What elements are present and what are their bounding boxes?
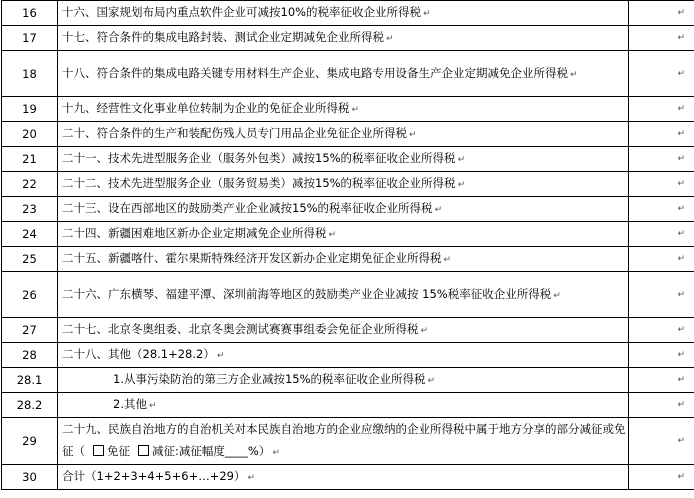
row-number: 28.1: [2, 368, 58, 393]
row-description: 二十一、技术先进型服务企业（服务外包类）减按15%的税率征收企业所得税 ↵: [58, 147, 629, 172]
row-number: 26: [2, 272, 58, 318]
row-value-cell[interactable]: ↵: [629, 465, 694, 490]
row-value-cell[interactable]: ↵: [629, 222, 694, 247]
row-number: 17: [2, 26, 58, 51]
exempt-checkbox[interactable]: [93, 445, 104, 456]
tax-incentive-table: [1, 0, 694, 490]
row-number: 19: [2, 97, 58, 122]
table-row: [2, 343, 694, 368]
reduce-option-label: 减征:减征幅度____%: [152, 444, 259, 458]
row-description: 2.其他 ↵: [58, 393, 629, 418]
row-value-cell[interactable]: ↵: [629, 122, 694, 147]
row-description: 二十九、民族自治地方的自治机关对本民族自治地方的企业应缴纳的企业所得税中属于地方分享的部分减征或免征（ 免征 减征:减征幅度____%） ↵: [58, 418, 629, 465]
table-row: [2, 97, 694, 122]
row-number: 22: [2, 172, 58, 197]
table-row: [2, 147, 694, 172]
row-description: 二十二、技术先进型服务企业（服务贸易类）减按15%的税率征收企业所得税 ↵: [58, 172, 629, 197]
table-row: [2, 222, 694, 247]
table-row: [2, 26, 694, 51]
row-value-cell[interactable]: ↵: [629, 247, 694, 272]
table-row: [2, 418, 694, 465]
row-number: 24: [2, 222, 58, 247]
row-value-cell[interactable]: ↵: [629, 26, 694, 51]
row-description: 二十、符合条件的生产和装配伤残人员专门用品企业免征企业所得税 ↵: [58, 122, 629, 147]
table-row: [2, 172, 694, 197]
row-description: 十八、符合条件的集成电路关键专用材料生产企业、集成电路专用设备生产企业定期减免企业所得税 ↵: [58, 51, 629, 97]
row-description: 1.从事污染防治的第三方企业减按15%的税率征收企业所得税 ↵: [58, 368, 629, 393]
row-description: 二十三、设在西部地区的鼓励类产业企业减按15%的税率征收企业所得税 ↵: [58, 197, 629, 222]
row-value-cell[interactable]: ↵: [629, 172, 694, 197]
row-description: 十九、经营性文化事业单位转制为企业的免征企业所得税 ↵: [58, 97, 629, 122]
row-description: 二十六、广东横琴、福建平潭、深圳前海等地区的鼓励类产业企业减按 15%税率征收企业所得税 ↵: [58, 272, 629, 318]
row-value-cell[interactable]: ↵: [629, 197, 694, 222]
table-row: [2, 247, 694, 272]
exempt-option-label: 免征: [107, 444, 130, 458]
row-number: 29: [2, 418, 58, 465]
row-value-cell[interactable]: ↵: [629, 51, 694, 97]
row-description: 二十四、新疆困难地区新办企业定期减免企业所得税 ↵: [58, 222, 629, 247]
row-number: 16: [2, 1, 58, 26]
row-description: 十六、国家规划布局内重点软件企业可减按10%的税率征收企业所得税 ↵: [58, 1, 629, 26]
row-value-cell[interactable]: ↵: [629, 393, 694, 418]
row-number: 27: [2, 318, 58, 343]
row-value-cell[interactable]: ↵: [629, 147, 694, 172]
row-number: 21: [2, 147, 58, 172]
table-row: [2, 122, 694, 147]
table-row: [2, 272, 694, 318]
row-number: 30: [2, 465, 58, 490]
table-row: [2, 368, 694, 393]
table-row: [2, 393, 694, 418]
row-description: 二十八、其他（28.1+28.2） ↵: [58, 343, 629, 368]
table-row: [2, 318, 694, 343]
row-number: 18: [2, 51, 58, 97]
row-value-cell[interactable]: ↵: [629, 272, 694, 318]
table-row: [2, 197, 694, 222]
row-number: 20: [2, 122, 58, 147]
row-description: 合计（1+2+3+4+5+6+…+29） ↵: [58, 465, 629, 490]
row-description: 二十七、北京冬奥组委、北京冬奥会测试赛赛事组委会免征企业所得税 ↵: [58, 318, 629, 343]
row-description: 二十五、新疆喀什、霍尔果斯特殊经济开发区新办企业定期免征企业所得税 ↵: [58, 247, 629, 272]
row-number: 28: [2, 343, 58, 368]
table-row: [2, 51, 694, 97]
row-value-cell[interactable]: ↵: [629, 343, 694, 368]
table-row: [2, 465, 694, 490]
row-number: 23: [2, 197, 58, 222]
row-value-cell[interactable]: ↵: [629, 368, 694, 393]
row-value-cell[interactable]: ↵: [629, 1, 694, 26]
row-value-cell[interactable]: ↵: [629, 318, 694, 343]
row-value-cell[interactable]: ↵: [629, 97, 694, 122]
row-number: 28.2: [2, 393, 58, 418]
row-number: 25: [2, 247, 58, 272]
row-description: 十七、符合条件的集成电路封装、测试企业定期减免企业所得税 ↵: [58, 26, 629, 51]
reduce-checkbox[interactable]: [138, 445, 149, 456]
row-value-cell[interactable]: ↵: [629, 418, 694, 465]
table-row: [2, 1, 694, 26]
